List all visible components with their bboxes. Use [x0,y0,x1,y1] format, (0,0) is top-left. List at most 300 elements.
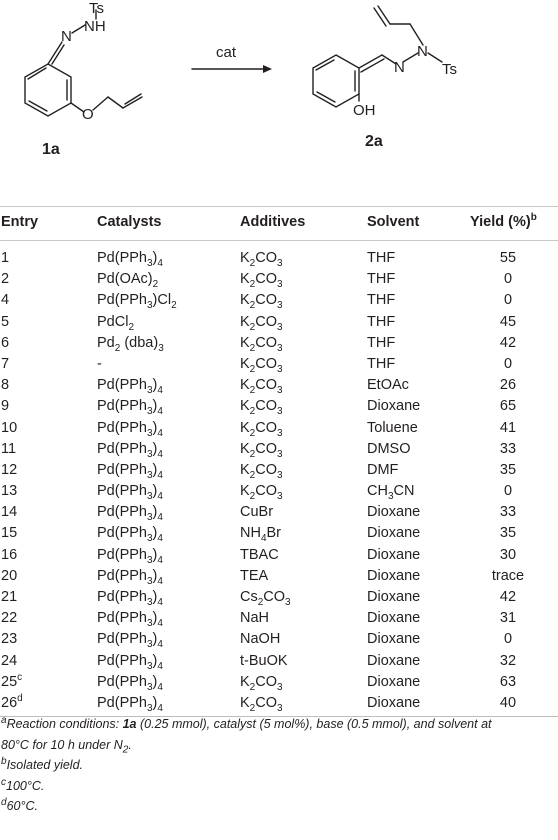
formula-part: ) [152,504,158,521]
formula-part: K [240,271,250,288]
header-solvent: Solvent [367,214,420,230]
cell-additive [240,250,283,269]
entry-number: 6 [1,334,10,351]
cell-yield: 30 [499,546,517,563]
table-body [0,248,558,714]
cell-additive [240,355,283,375]
entry-number: 22 [1,610,18,627]
entry-number: 21 [1,589,18,605]
footnote-c: $^c$100°C. [1,776,45,793]
formula-part: CO [255,292,277,309]
table-header-rule [0,240,558,241]
table-row [0,693,558,714]
formula-part: CO [255,673,277,690]
formula-part: (dba) [120,334,159,351]
table-row [0,460,558,481]
formula-part: K [240,292,250,309]
cell-yield: 65 [499,398,517,415]
cell-entry [1,420,17,436]
formula-part: Pd(PPh [97,483,147,500]
cell-entry [1,525,17,541]
subscript: 3 [285,596,291,608]
subscript: 4 [157,490,163,502]
table-row [0,418,558,439]
cell-solvent: Dioxane [367,546,421,563]
cell-yield: trace [491,567,525,584]
cell-additive [240,673,283,693]
subscript: 2 [249,385,256,397]
atom-nh-reactant: NH [84,18,106,35]
subscript: 2 [249,342,256,354]
cell-entry [1,504,17,520]
cell-entry [1,398,9,414]
formula-part: ) [152,525,158,542]
formula-part: Pd(PPh [97,673,147,690]
header-yield-footnote-mark: b [530,212,537,224]
subscript: 4 [157,533,163,545]
subscript: 4 [157,639,163,651]
subscript: 4 [157,554,163,566]
formula-part: Pd(OAc) [97,271,153,288]
entry-number: 25 [1,673,18,690]
subscript: 3 [276,300,283,312]
cell-catalyst: - [97,355,102,372]
cell-yield: 0 [503,355,513,372]
subscript: 3 [276,321,283,333]
formula-part: ) [152,673,158,690]
formula-part: Pd(PPh [97,546,147,563]
cell-additive: NaOH [240,631,281,648]
entry-number: 10 [1,419,18,436]
cell-solvent: EtOAc [367,377,409,394]
reactant-benzene-ring [25,64,71,116]
cell-additive [240,313,283,333]
cell-yield: 32 [499,652,517,669]
cell-catalyst [97,419,163,439]
entry-number: 15 [1,525,18,542]
formula-part: CO [255,398,277,415]
cell-solvent: THF [367,334,396,351]
formula-part: Br [266,525,282,542]
formula-part: ) [152,610,158,627]
subscript: 3 [158,342,164,354]
subscript: 4 [157,448,163,460]
table-footnotes [0,714,558,817]
cell-entry [1,250,9,266]
formula-part: Pd(PPh [97,440,147,457]
cell-additive [240,334,283,354]
formula-part: CO [255,440,277,457]
cell-solvent: Dioxane [367,694,421,711]
entry-number: 13 [1,483,18,500]
subscript: 3 [146,575,153,587]
subscript: 3 [276,363,283,375]
subscript: 3 [146,533,153,545]
footnote-b: $^b$Isolated yield. [1,755,83,772]
subscript: 2 [249,257,256,269]
cell-solvent: Toluene [367,419,418,436]
cell-catalyst [97,610,163,630]
subscript: 3 [146,681,153,693]
cell-catalyst [97,440,163,460]
formula-part: K [240,398,250,415]
formula-part: Pd(PPh [97,250,147,266]
entry-number: 20 [1,567,18,584]
arrow-label: cat [216,44,237,61]
formula-part: ) [152,589,158,605]
subscript: 3 [146,448,153,460]
entry-number: 5 [1,313,10,330]
cell-catalyst [97,631,163,651]
subscript: 3 [146,257,153,269]
cell-solvent: Dioxane [367,652,421,669]
cell-entry [1,483,17,499]
subscript: 4 [157,385,163,397]
cell-solvent: Dioxane [367,631,421,648]
cell-solvent: Dioxane [367,567,421,584]
subscript: 2 [249,469,256,481]
formula-part: K [240,694,250,711]
cell-yield: 33 [499,504,517,521]
formula-part: Cl [157,292,172,309]
formula-part: K [240,461,250,478]
entry-number: 11 [1,440,17,457]
entry-number: 14 [1,504,18,521]
subscript: 3 [387,490,394,502]
subscript: 3 [276,257,283,269]
subscript: 2 [249,681,256,693]
cell-entry [1,292,9,308]
entry-footnote-mark: c [17,671,23,683]
atom-o-reactant: O [82,106,94,123]
subscript: 3 [146,385,153,397]
formula-part: ) [152,461,158,478]
table-header [0,207,558,237]
formula-part: ) [152,398,158,415]
formula-part: K [240,313,250,330]
subscript: 3 [276,490,283,502]
footnote-a: $^a$Reaction conditions: 1a (0.25 mmol), catalyst (5 mol%), base (0.5 mmol), and solvent at [1,714,492,731]
cell-additive [240,292,283,312]
cell-yield: 45 [499,313,517,330]
cell-solvent: Dioxane [367,673,421,690]
cell-yield: 63 [499,673,517,690]
formula-part: Pd(PPh [97,504,147,521]
atom-ts-product: Ts [442,61,457,78]
header-additives: Additives [240,214,306,230]
cell-additive: CuBr [240,504,274,521]
subscript: 2 [114,342,121,354]
subscript: 3 [146,300,153,312]
table-row [0,545,558,566]
cell-yield: 35 [499,525,517,542]
cell-entry [1,631,17,647]
formula-part: CO [255,694,277,711]
formula-part: CO [255,483,277,500]
subscript: 4 [157,469,163,481]
atom-n-reactant: N [61,28,72,45]
formula-part: K [240,377,250,394]
table-row [0,566,558,587]
subscript: 4 [157,618,163,630]
cell-entry [1,547,17,563]
entry-number: 2 [1,271,10,288]
cell-solvent: Dioxane [367,504,421,521]
formula-part: Cs [240,589,258,605]
formula-part: ) [152,377,158,394]
formula-part: Pd(PPh [97,525,147,542]
cell-catalyst [97,334,164,354]
table-row [0,439,558,460]
subscript: 2 [249,363,256,375]
cell-yield: 41 [499,419,517,436]
subscript: 4 [260,533,267,545]
cell-additive [240,525,282,545]
atom-n2-product: N [417,43,428,60]
formula-part: K [240,334,250,351]
subscript: 2 [249,490,256,502]
table-row [0,248,558,269]
cell-solvent: DMF [367,461,399,478]
cell-catalyst [97,271,159,291]
cell-yield: 42 [499,589,517,605]
entry-number: 16 [1,546,18,563]
reaction-scheme [0,0,558,205]
cell-solvent: Dioxane [367,525,421,542]
formula-part: ) [152,250,158,266]
subscript: 2 [249,279,256,291]
formula-part: ) [152,652,158,669]
table-row [0,312,558,333]
formula-part: CN [393,483,415,500]
subscript: 4 [157,660,163,672]
formula-part: Pd(PPh [97,567,147,584]
subscript: 3 [146,639,153,651]
table-row [0,608,558,629]
subscript: 3 [146,702,153,714]
cell-additive [240,440,283,460]
atom-oh-product: OH [353,102,376,119]
formula-part: CO [255,377,277,394]
cell-additive [240,694,283,714]
cell-catalyst [97,313,134,333]
product-benzene-ring [313,55,359,107]
formula-part: CH [367,483,388,500]
subscript: 3 [146,469,153,481]
subscript: 4 [157,681,163,693]
cell-entry [1,653,17,669]
subscript: 2 [249,300,256,312]
subscript: 2 [249,448,256,460]
cell-additive: t-BuOK [240,652,288,669]
subscript: 3 [276,448,283,460]
cell-additive [240,377,283,397]
cell-additive [240,271,283,291]
table-row [0,269,558,290]
cell-yield: 55 [499,250,517,266]
subscript: 4 [157,257,163,269]
formula-part: Pd [97,334,115,351]
table-row [0,523,558,544]
cell-solvent: THF [367,292,396,309]
cell-entry [1,610,17,626]
formula-part: K [240,250,250,266]
cell-yield: 0 [503,271,513,288]
cell-entry [1,335,9,351]
cell-additive [240,461,283,481]
formula-part: ) [152,483,158,500]
cell-catalyst [97,461,163,481]
cell-yield: 33 [499,440,517,457]
cell-solvent [367,483,415,502]
entry-number: 24 [1,652,18,669]
entry-number: 26 [1,694,18,711]
subscript: 3 [276,702,283,714]
table-row [0,333,558,354]
cell-catalyst [97,589,163,608]
formula-part: Pd(PPh [97,398,147,415]
atom-n1-product: N [394,59,405,76]
cell-catalyst [97,567,163,587]
formula-part: CO [255,250,277,266]
cell-additive [240,398,283,418]
cell-catalyst [97,525,163,545]
formula-part: ) [152,546,158,563]
subscript: 3 [276,342,283,354]
cell-yield: 26 [499,377,517,394]
cell-catalyst [97,250,163,269]
formula-part: CO [263,589,286,605]
formula-part: CO [255,271,277,288]
formula-part: CO [255,313,277,330]
formula-part: Pd(PPh [97,610,147,627]
cell-solvent: THF [367,250,396,266]
atom-ts-reactant: Ts [89,0,104,17]
footnote-d: $^d$60°C. [1,796,38,813]
cell-catalyst [97,292,177,312]
header-entry: Entry [1,214,39,230]
cell-entry [1,589,17,605]
cell-solvent: Dioxane [367,610,421,627]
subscript: 2 [171,300,177,312]
formula-part: Pd(PPh [97,694,147,711]
subscript: 2 [257,596,264,608]
table-row [0,290,558,311]
subscript: 4 [157,406,163,418]
formula-part: Pd(PPh [97,461,147,478]
table-row [0,502,558,523]
header-yield: Yield (%)$^b$ [470,212,537,230]
formula-part: K [240,440,250,457]
cell-additive: TBAC [240,546,279,563]
formula-part: Pd(PPh [97,589,147,605]
formula-part: CO [255,419,277,436]
subscript: 3 [146,660,153,672]
table-row [0,396,558,417]
cell-entry [1,695,23,711]
cell-catalyst [97,652,163,672]
cell-solvent: THF [367,355,396,372]
cell-solvent: DMSO [367,440,411,457]
subscript: 4 [157,427,163,439]
subscript: 4 [157,702,163,714]
subscript: 2 [249,702,256,714]
cell-yield: 0 [503,631,513,648]
formula-part: K [240,355,250,372]
reactant-label: 1a [42,141,60,158]
cell-entry [1,462,17,478]
entry-number: 9 [1,398,10,415]
cell-entry [1,377,9,393]
subscript: 3 [276,469,283,481]
cell-yield: 35 [499,461,517,478]
cell-solvent: THF [367,313,396,330]
subscript: 3 [276,279,283,291]
formula-part: ) [152,419,158,436]
cell-yield: 0 [503,292,513,309]
table-row [0,672,558,693]
entry-footnote-mark: d [17,693,23,705]
header-catalysts: Catalysts [97,214,162,230]
formula-part: NH [240,525,261,542]
cell-catalyst [97,694,163,714]
table-row [0,481,558,502]
formula-part: ) [152,631,158,648]
subscript: 2 [249,406,256,418]
formula-part: CO [255,355,277,372]
table-row [0,629,558,650]
cell-additive [240,589,291,608]
table-row [0,354,558,375]
subscript: 2 [128,321,134,333]
formula-part: ) [152,292,158,309]
cell-catalyst [97,377,163,397]
formula-part: Pd(PPh [97,631,147,648]
cell-entry [1,568,17,584]
cell-yield: 42 [499,334,517,351]
cell-catalyst [97,504,163,524]
formula-part: Pd(PPh [97,292,147,309]
entry-number: 23 [1,631,18,648]
entry-number: 1 [1,250,10,266]
footnote-a-line2: 80°C for 10 h under $N_2$. [1,737,132,755]
formula-part: Pd(PPh [97,419,147,436]
subscript: 3 [146,427,153,439]
subscript: 3 [146,618,153,630]
cell-catalyst [97,398,163,418]
subscript: 2 [249,427,256,439]
subscript: 3 [276,406,283,418]
formula-part: Pd(PPh [97,652,147,669]
formula-part: K [240,419,250,436]
cell-entry [1,356,9,372]
cell-solvent: Dioxane [367,398,421,415]
subscript: 3 [276,385,283,397]
cell-additive [240,419,283,439]
entry-number: 4 [1,292,10,309]
formula-part: CO [255,334,277,351]
entry-number: 12 [1,461,18,478]
formula-part: ) [152,694,158,711]
cell-catalyst [97,673,163,693]
cell-entry [1,441,16,457]
formula-part: ) [152,440,158,457]
cell-yield: 31 [499,610,517,627]
subscript: 3 [276,681,283,693]
table-row [0,651,558,672]
table-row [0,375,558,396]
table-row [0,587,558,608]
